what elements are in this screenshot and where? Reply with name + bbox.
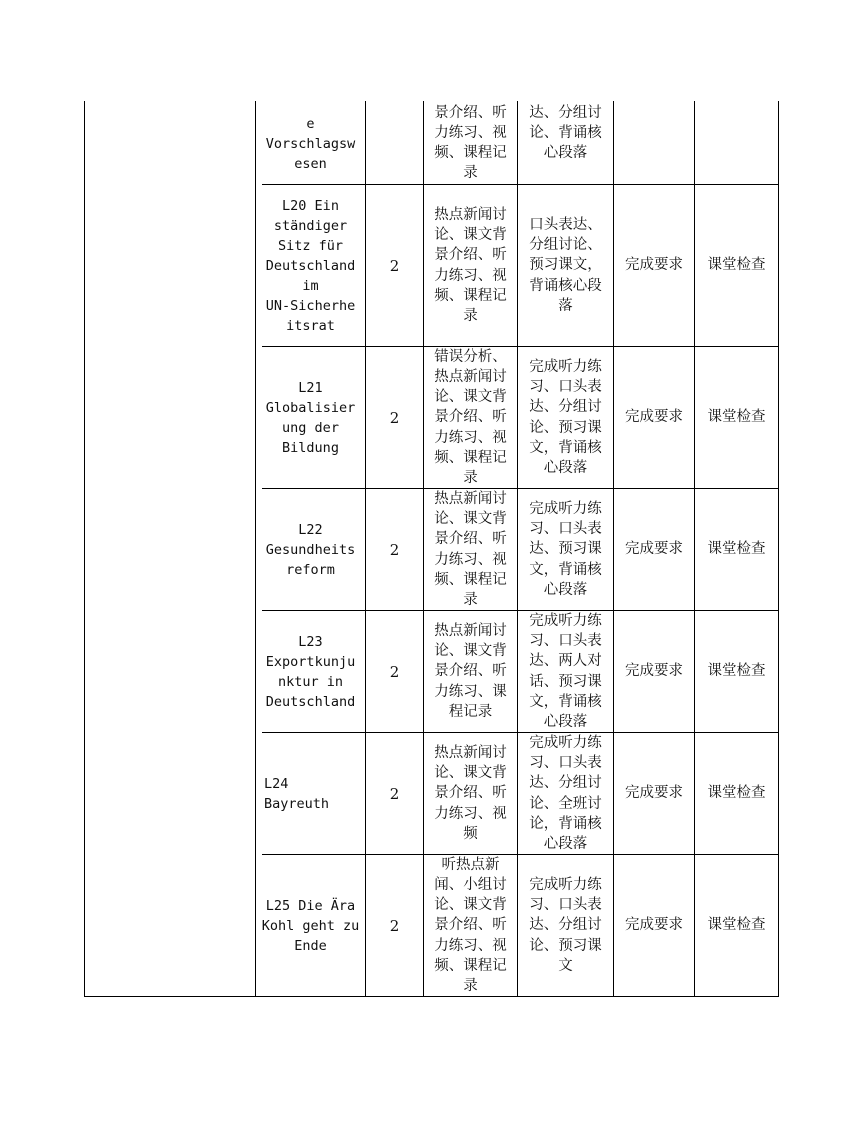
lesson-title-cell: L20 Ein ständiger Sitz für Deutschland im UN-Sicherhe itsrat xyxy=(265,197,356,334)
task-cell: 完成听力练 习、口头表 达、预习课 文，背诵核 心段落 xyxy=(529,500,602,598)
table-border-bottom xyxy=(84,996,779,997)
requirement-cell: 完成要求 xyxy=(625,663,683,680)
task-cell: 完成听力练 习、口头表 达、分组讨 论、全班讨 论，背诵核 心段落 xyxy=(529,734,602,852)
table-border-left xyxy=(84,101,85,997)
requirement-cell: 完成要求 xyxy=(625,409,683,426)
hours-cell: 2 xyxy=(389,540,400,559)
content-cell: 热点新闻讨 论、课文背 景介绍、听 力练习、视 频、课程记 录 xyxy=(434,490,507,608)
content-cell: 热点新闻讨 论、课文背 景介绍、听 力练习、课 程记录 xyxy=(434,622,507,720)
content-cell: 听热点新 闻、小组讨 论、课文背 景介绍、听 力练习、视 频、课程记 录 xyxy=(434,856,507,995)
check-cell: 课堂检查 xyxy=(707,663,766,680)
task-cell: 口头表达、 分组讨论、 预习课文， 背诵核心段 落 xyxy=(529,216,602,314)
lesson-title-cell: L24 Bayreuth xyxy=(264,775,330,812)
lesson-title-cell: L23 Exportkunju nktur in Deutschland xyxy=(265,633,356,710)
lesson-title-cell: L25 Die Ära Kohl geht zu Ende xyxy=(261,897,360,954)
content-cell: 热点新闻讨 论、课文背 景介绍、听 力练习、视 频 xyxy=(434,744,507,842)
check-cell: 课堂检查 xyxy=(707,917,766,934)
content-cell: 错误分析、 热点新闻讨 论、课文背 景介绍、听 力练习、视 频、课程记 录 xyxy=(434,348,507,487)
requirement-cell: 完成要求 xyxy=(625,257,683,274)
lesson-title-cell: L22 Gesundheits reform xyxy=(265,521,356,578)
task-cell: 达、分组讨 论、背诵核 心段落 xyxy=(529,104,602,162)
hours-cell: 2 xyxy=(389,408,400,427)
task-cell: 完成听力练 习、口头表 达、分组讨 论、预习课 文 xyxy=(529,876,602,974)
hours-cell: 2 xyxy=(389,784,400,803)
task-cell: 完成听力练 习、口头表 达、分组讨 论、预习课 文，背诵核 心段落 xyxy=(529,358,602,476)
hours-cell: 2 xyxy=(389,256,400,275)
hours-cell: 2 xyxy=(389,662,400,681)
check-cell: 课堂检查 xyxy=(707,541,766,558)
hours-cell: 2 xyxy=(389,916,400,935)
check-cell: 课堂检查 xyxy=(707,257,766,274)
table-border-right xyxy=(778,101,779,997)
check-cell: 课堂检查 xyxy=(707,785,766,802)
requirement-cell: 完成要求 xyxy=(625,917,683,934)
content-cell: 热点新闻讨 论、课文背 景介绍、听 力练习、视 频、课程记 录 xyxy=(434,206,507,324)
requirement-cell: 完成要求 xyxy=(625,785,683,802)
requirement-cell: 完成要求 xyxy=(625,541,683,558)
content-cell: 景介绍、听 力练习、视 频、课程记 录 xyxy=(434,104,507,182)
check-cell: 课堂检查 xyxy=(707,409,766,426)
lesson-title-cell: L21 Globalisier ung der Bildung xyxy=(265,379,356,456)
lesson-title-cell: e Vorschlagsw esen xyxy=(265,116,356,172)
task-cell: 完成听力练 习、口头表 达、两人对 话、预习课 文，背诵核 心段落 xyxy=(529,612,602,730)
